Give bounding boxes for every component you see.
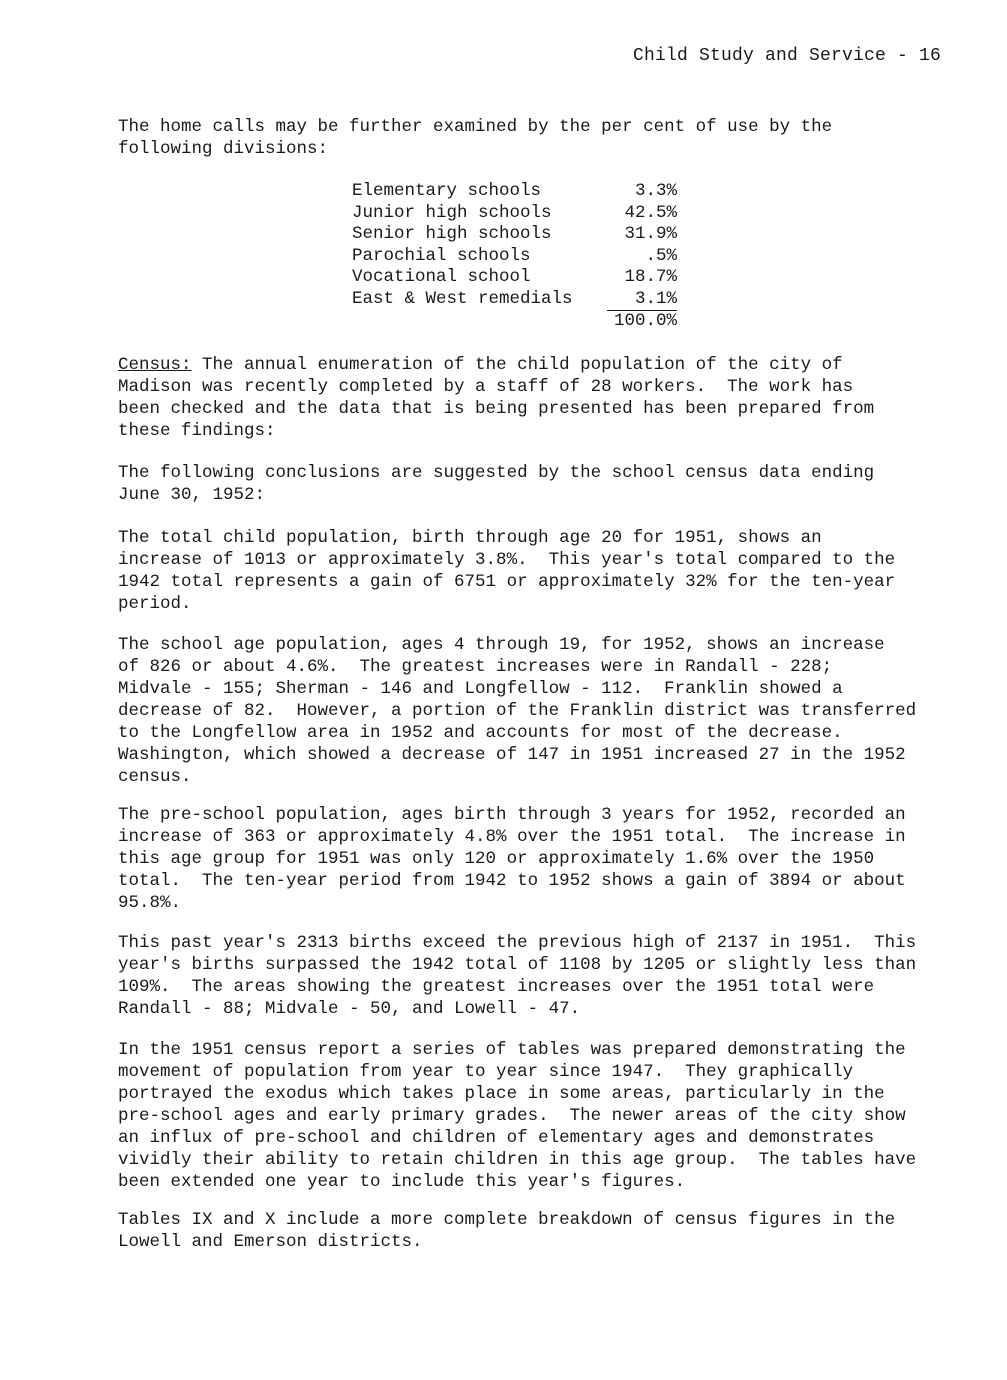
total-population-paragraph: The total child population, birth through age 20 for 1951, shows an increase of 1013 or approximately 3.8%. This year's total compared to the 1942 total represents a gain of 6751 or approximately 32% for the ten-year period.: [118, 528, 896, 614]
divisions-table: [352, 181, 682, 333]
division-total: 100.0%: [607, 310, 677, 333]
census-text: The annual enumeration of the child population of the city of Madison was recently completed by a staff of 28 workers. The work has been checked and the data that is being presented has been prepared from these findings:: [118, 355, 875, 441]
division-name: East & West remedials: [352, 288, 573, 309]
division-name: Vocational school: [352, 267, 531, 287]
division-name: Parochial schools: [352, 245, 531, 266]
division-percent: 18.7%: [624, 267, 677, 287]
division-name: Elementary schools: [352, 181, 542, 201]
division-row: [352, 267, 682, 289]
school-age-paragraph: The school age population, ages 4 through 19, for 1952, shows an increase of 826 or about 4.6%. The greatest increases were in Randall - 228; Midvale - 155; Sherman - 146 and Longfellow - 112. Franklin showed a decrease of 82. However, a portion of the Franklin district was transferred to the Longfellow area in 1952 and accounts for most of the decrease. Washington, which showed a decrease of 147 in 1951 increased 27 in the 1952 census.: [118, 635, 917, 787]
conclusions-paragraph: The following conclusions are suggested by the school census data ending June 30, 1952:: [118, 463, 875, 505]
division-row: [352, 289, 682, 311]
division-percent: 3.3%: [634, 181, 677, 201]
division-row: [352, 203, 682, 225]
division-name: Senior high schools: [352, 224, 552, 244]
division-percent: .5%: [645, 245, 677, 266]
division-percent: 42.5%: [624, 202, 677, 223]
births-paragraph: This past year's 2313 births exceed the previous high of 2137 in 1951. This year's births surpassed the 1942 total of 1108 by 1205 or slightly less than 109%. The areas showing the greatest increases over the 1951 total were Randall - 88; Midvale - 50, and Lowell - 47.: [118, 933, 917, 1019]
page-header: Child Study and Service - 16: [632, 46, 941, 66]
tables-paragraph: In the 1951 census report a series of tables was prepared demonstrating the movement of population from year to year since 1947. They graphically portrayed the exodus which takes place in some areas, particularly in the pre-school ages and early primary grades. The newer areas of the city show an influx of pre-school and children of elementary ages and demonstrates vividly their ability to retain children in this age group. The tables have been extended one year to include this year's figures.: [118, 1040, 917, 1192]
census-label: Census:: [118, 355, 192, 375]
division-row: [352, 246, 682, 268]
intro-paragraph: The home calls may be further examined by the per cent of use by the following divisions:: [118, 117, 833, 159]
division-row: [352, 224, 682, 246]
division-row: [352, 181, 682, 203]
division-name: Junior high schools: [352, 202, 552, 223]
division-percent: 3.1%: [634, 288, 677, 309]
census-paragraph: [118, 354, 938, 442]
division-total-row: [352, 310, 682, 333]
pre-school-paragraph: The pre-school population, ages birth through 3 years for 1952, recorded an increase of 363 or approximately 4.8% over the 1951 total. The increase in this age group for 1951 was only 120 or approximately 1.6% over the 1950 total. The ten-year period from 1942 to 1952 shows a gain of 3894 or about 95.8%.: [118, 805, 906, 913]
closing-paragraph: Tables IX and X include a more complete breakdown of census figures in the Lowell and Emerson districts.: [118, 1210, 896, 1252]
division-percent: 31.9%: [624, 224, 677, 244]
